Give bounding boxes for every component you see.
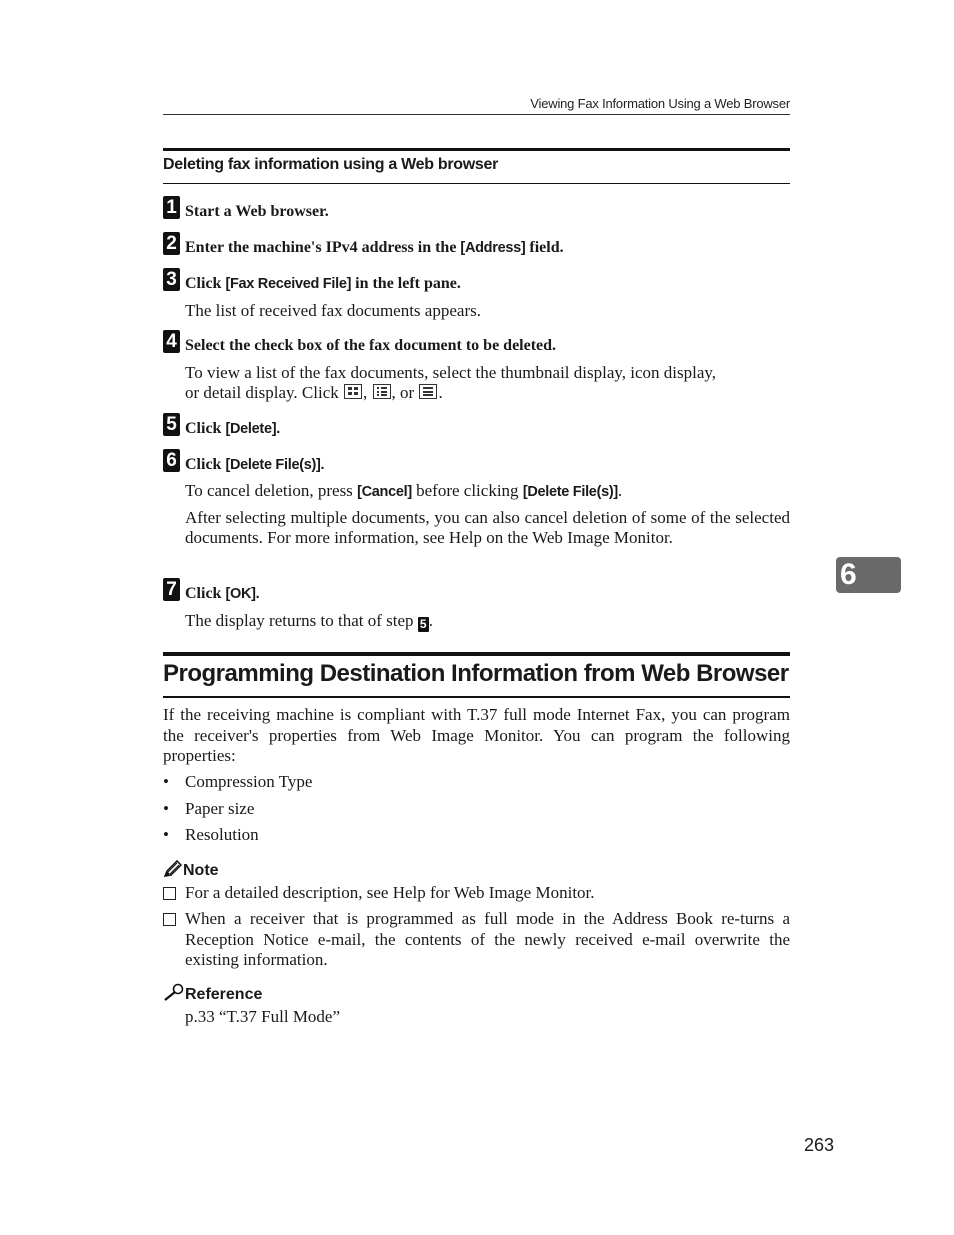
step-6-note-1-pre: To cancel deletion, press [185, 481, 358, 500]
chapter-tab: 6 [836, 557, 901, 593]
step-4-text-main: Select the check box of the fax document to be deleted. [185, 337, 557, 354]
step-3-note: The list of received fax documents appears. [185, 301, 481, 320]
thumbnail-view-icon [344, 384, 362, 399]
step-4-note [185, 363, 790, 403]
step-5-text [185, 420, 280, 438]
subsection-rule-bottom [163, 183, 790, 184]
subsection-title: Deleting fax information using a Web browser [163, 156, 498, 173]
step-3-text [185, 275, 461, 293]
step-6-note-1-end: . [617, 481, 623, 500]
step-2-text [185, 239, 564, 257]
step-number-1: 1 [163, 196, 180, 219]
step-7-text-pre: Click [185, 585, 226, 602]
ok-key: [OK]. [225, 586, 260, 602]
step-7-text [185, 585, 259, 603]
running-header: Viewing Fax Information Using a Web Browser [530, 96, 790, 111]
note-pencil-icon [163, 860, 183, 883]
step-4-text [185, 337, 556, 355]
step-6-text-pre: Click [185, 456, 226, 473]
step-3-text-post: in the left pane. [351, 275, 461, 292]
note-item [163, 883, 790, 904]
delete-files-key-inline: [Delete File(s)] [522, 484, 618, 500]
step-1-text [185, 203, 329, 221]
step-6-note-1 [185, 481, 790, 502]
bullet-item: • Paper size [163, 799, 255, 818]
page-number: 263 [803, 1135, 834, 1155]
step-7-note-pre: The display returns to that of step [185, 611, 418, 630]
bullet-item-text: Compression Type [185, 772, 313, 791]
step-reference-badge: 5 [418, 617, 429, 632]
checkbox-square-icon [163, 887, 176, 900]
note-item [163, 909, 790, 971]
section-title: Programming Destination Information from Web Browser [163, 660, 789, 687]
step-4-note-line1: To view a list of the fax documents, select the thumbnail display, icon display, [185, 363, 717, 382]
step-4-note-line2 [185, 383, 790, 403]
step-number-3: 3 [163, 268, 180, 291]
note-item-text: For a detailed description, see Help for Web Image Monitor. [185, 883, 595, 902]
section-intro: If the receiving machine is compliant with T.37 full mode Internet Fax, you can program the receiver's properties from Web Image Monitor. You can program the following properties: [163, 705, 790, 765]
reference-label-row [163, 983, 262, 1006]
delete-files-key: [Delete File(s)]. [225, 457, 325, 473]
fax-received-file-key: [Fax Received File] [225, 276, 352, 292]
icon-view-icon [373, 384, 391, 399]
section-rule-bottom [163, 696, 790, 698]
step-6-note-1-mid: before clicking [411, 481, 523, 500]
step-number-4: 4 [163, 330, 180, 353]
bullet-item: • Resolution [163, 825, 259, 844]
section-rule-top [163, 652, 790, 656]
step-7-note-end: . [428, 611, 434, 630]
bullet-item: • Compression Type [163, 772, 313, 791]
detail-view-icon [419, 384, 437, 399]
reference-label: Reference [185, 986, 263, 1003]
step-2-text-pre: Enter the machine's IPv4 address in the [185, 239, 461, 256]
note-label-row [163, 860, 219, 883]
step-4-note-sep1: , [363, 383, 372, 402]
step-number-2: 2 [163, 232, 180, 255]
step-6-note-2: After selecting multiple documents, you can also cancel deletion of some of the selected documents. For more information, see Help on the Web Image Monitor. [185, 508, 790, 547]
step-2-text-post: field. [525, 239, 564, 256]
step-4-note-sep2: , or [391, 383, 419, 402]
step-number-7: 7 [163, 578, 180, 601]
step-3-text-pre: Click [185, 275, 226, 292]
checkbox-square-icon [163, 913, 176, 926]
note-label: Note [183, 862, 219, 879]
subsection-rule-top [163, 148, 790, 151]
step-4-note-end: . [438, 383, 443, 402]
step-4-note-prefix: or detail display. Click [185, 383, 344, 402]
cancel-key: [Cancel] [357, 484, 412, 500]
step-6-text [185, 456, 324, 474]
delete-key: [Delete]. [225, 421, 280, 437]
step-1-text-main: Start a Web browser. [185, 203, 329, 220]
header-rule [163, 114, 790, 115]
bullet-item-text: Resolution [185, 825, 259, 844]
address-field-key: [Address] [460, 240, 526, 256]
bullet-item-text: Paper size [185, 799, 255, 818]
step-number-5: 5 [163, 413, 180, 436]
step-7-note [185, 611, 790, 632]
step-number-6: 6 [163, 449, 180, 472]
reference-magnifier-icon [163, 983, 185, 1006]
reference-text: p.33 “T.37 Full Mode” [185, 1007, 341, 1026]
step-5-text-pre: Click [185, 420, 226, 437]
note-item-text: When a receiver that is programmed as full mode in the Address Book re-turns a Reception Notice e-mail, the contents of the newly received e-mail overwrite the existing information. [185, 909, 790, 969]
